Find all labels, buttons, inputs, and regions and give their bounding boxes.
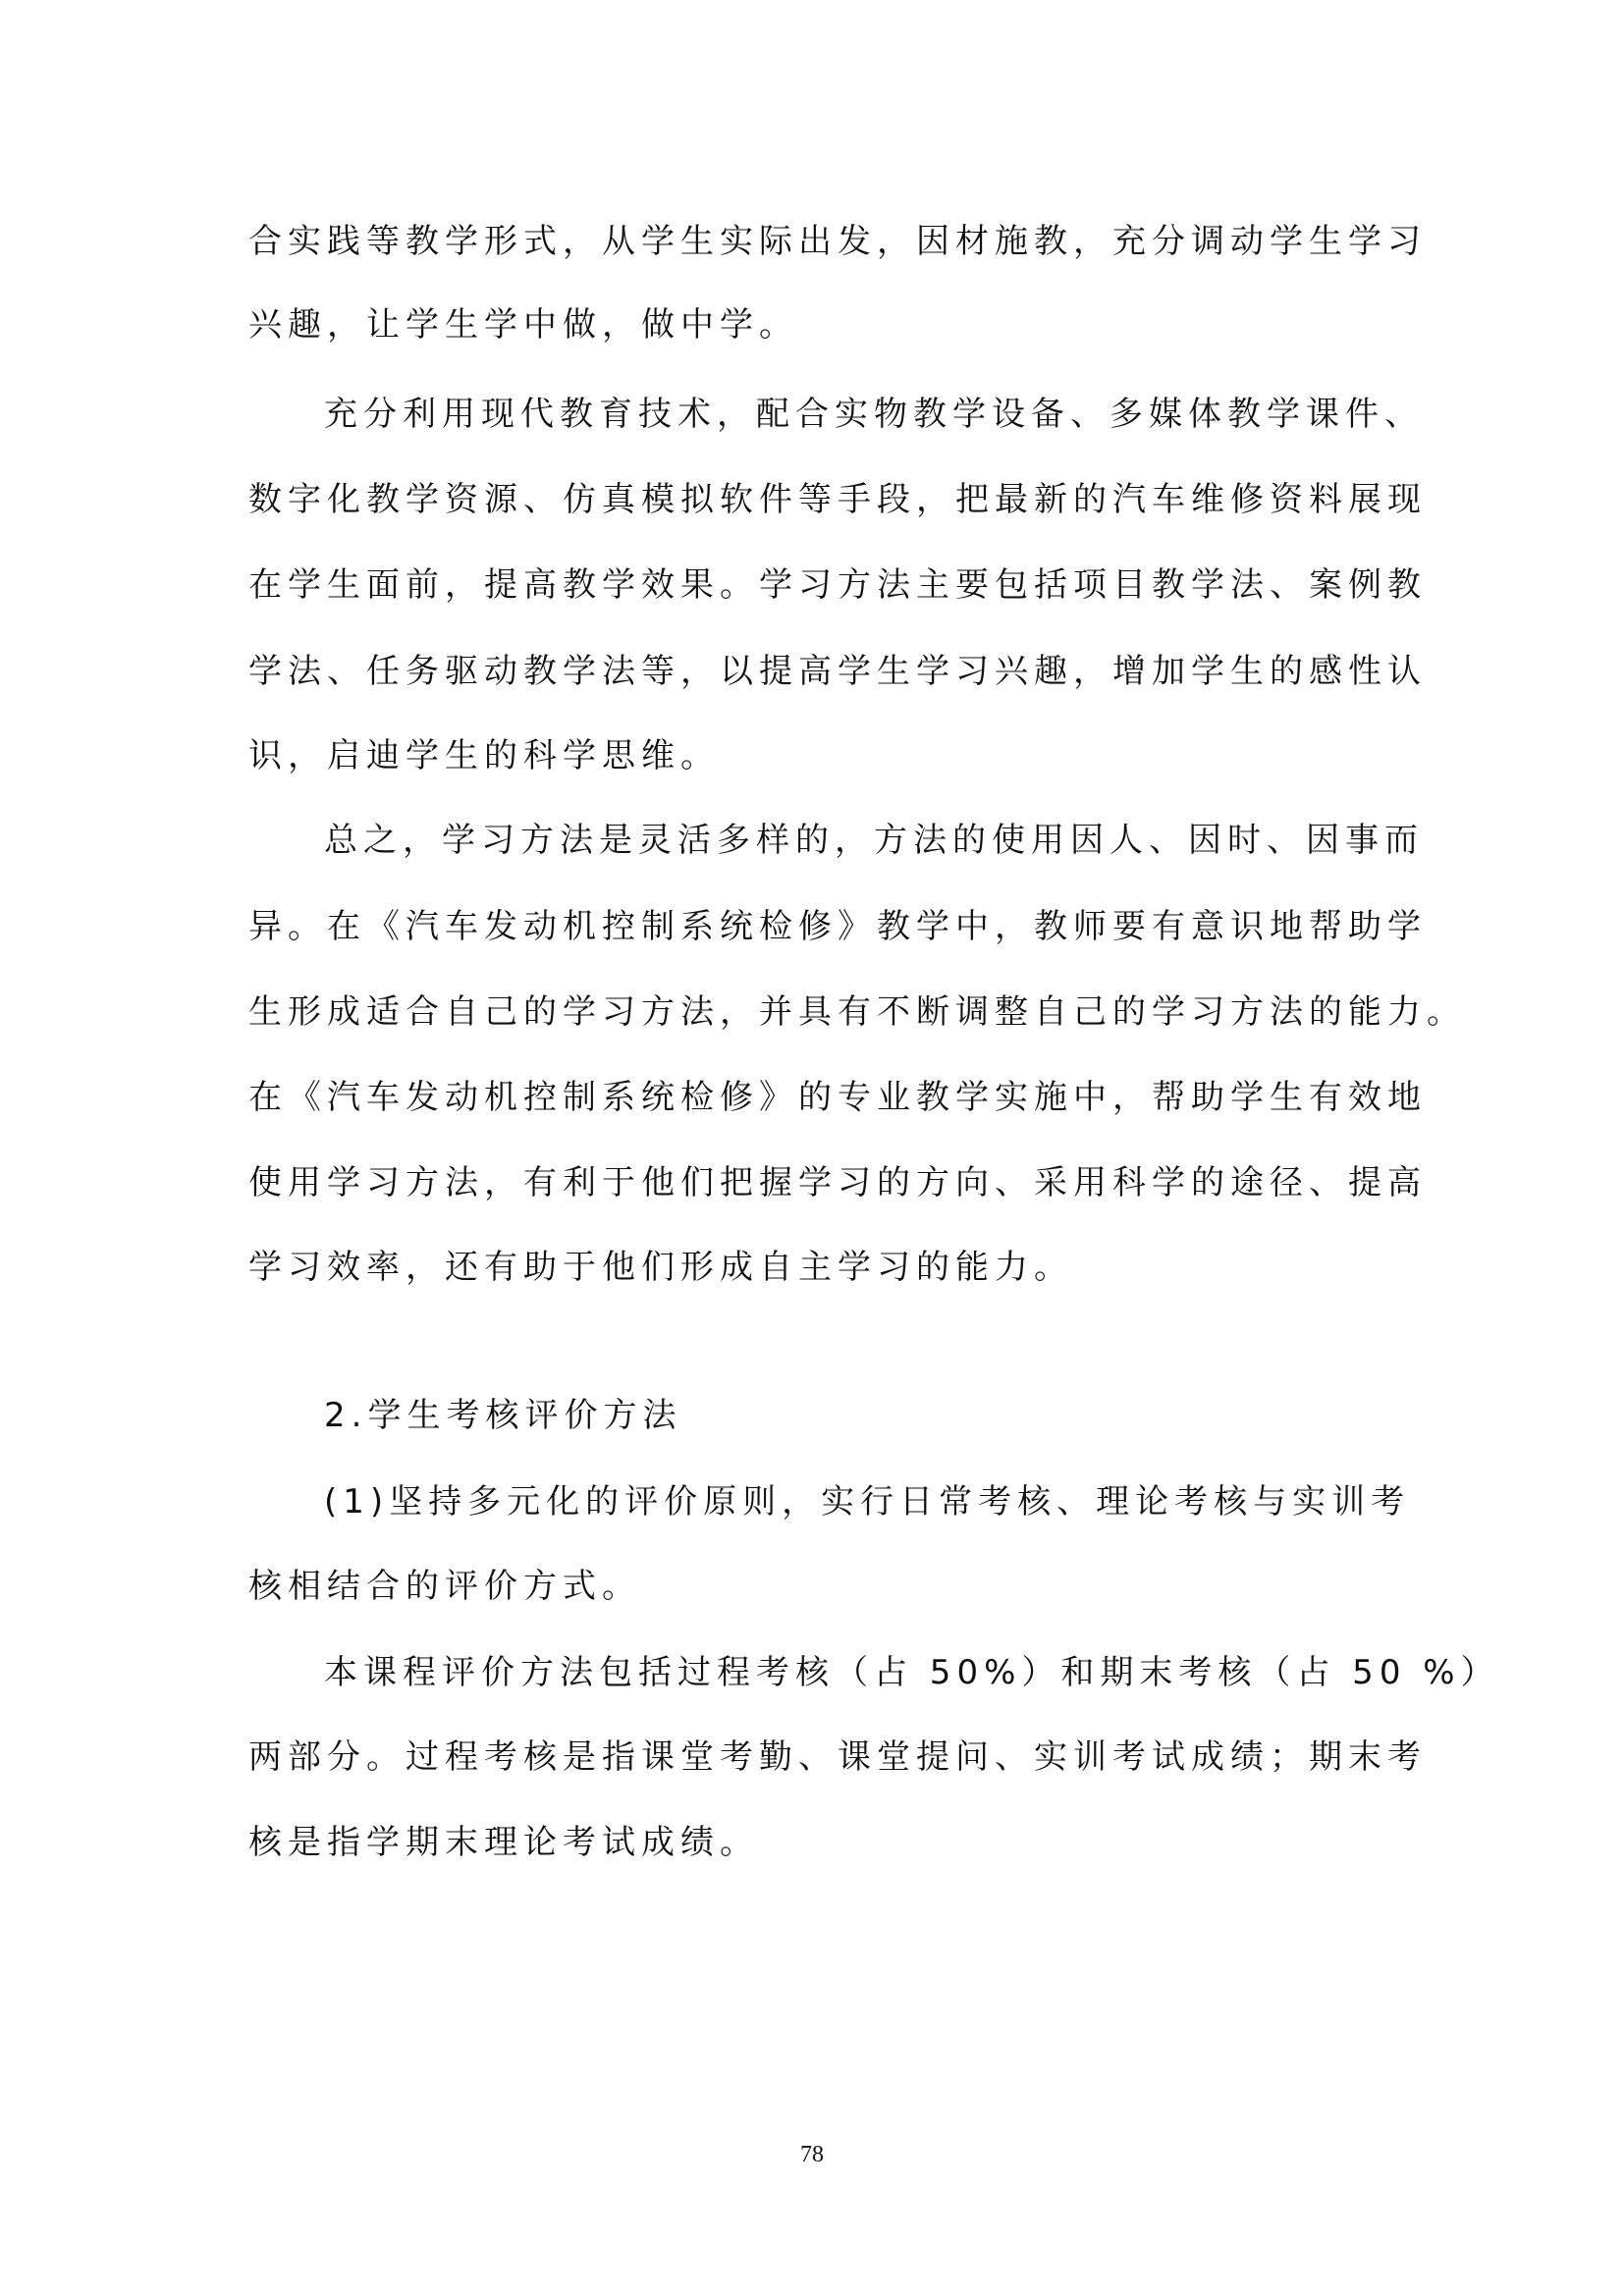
paragraph-line: (1)坚持多元化的评价原则，实行日常考核、理论考核与实训考 bbox=[324, 1482, 1411, 1522]
paragraph-line: 合实践等教学形式，从学生实际出发，因材施教，充分调动学生学习 bbox=[248, 222, 1427, 261]
paragraph-line: 在学生面前，提高教学效果。学习方法主要包括项目教学法、案例教 bbox=[248, 565, 1427, 605]
paragraph-line: 使用学习方法，有利于他们把握学习的方向、采用科学的途径、提高 bbox=[248, 1163, 1427, 1202]
paragraph-line: 学习效率，还有助于他们形成自主学习的能力。 bbox=[248, 1248, 1073, 1287]
section-heading: 2.学生考核评价方法 bbox=[324, 1396, 682, 1435]
paragraph-line: 总之，学习方法是灵活多样的，方法的使用因人、因时、因事而 bbox=[324, 821, 1424, 860]
paragraph-line: 识，启迪学生的科学思维。 bbox=[248, 736, 720, 775]
paragraph-line: 两部分。过程考核是指课堂考勤、课堂提问、实训考试成绩；期末考 bbox=[248, 1737, 1427, 1777]
paragraph-line: 数字化教学资源、仿真模拟软件等手段，把最新的汽车维修资料展现 bbox=[248, 480, 1427, 519]
paragraph-line: 充分利用现代教育技术，配合实物教学设备、多媒体教学课件、 bbox=[324, 395, 1424, 434]
paragraph-line: 学法、任务驱动教学法等，以提高学生学习兴趣，增加学生的感性认 bbox=[248, 652, 1427, 691]
paragraph-line: 异。在《汽车发动机控制系统检修》教学中，教师要有意识地帮助学 bbox=[248, 907, 1427, 946]
paragraph-line: 在《汽车发动机控制系统检修》的专业教学实施中，帮助学生有效地 bbox=[248, 1078, 1427, 1117]
page-number: 78 bbox=[800, 2142, 824, 2167]
paragraph-line: 生形成适合自己的学习方法，并具有不断调整自己的学习方法的能力。 bbox=[248, 992, 1466, 1032]
paragraph-line: 核相结合的评价方式。 bbox=[248, 1567, 641, 1606]
paragraph-line: 本课程评价方法包括过程考核（占 50%）和期末考核（占 50 %） bbox=[324, 1653, 1500, 1692]
paragraph-line: 核是指学期末理论考试成绩。 bbox=[248, 1823, 759, 1862]
paragraph-line: 兴趣，让学生学中做，做中学。 bbox=[248, 305, 798, 345]
